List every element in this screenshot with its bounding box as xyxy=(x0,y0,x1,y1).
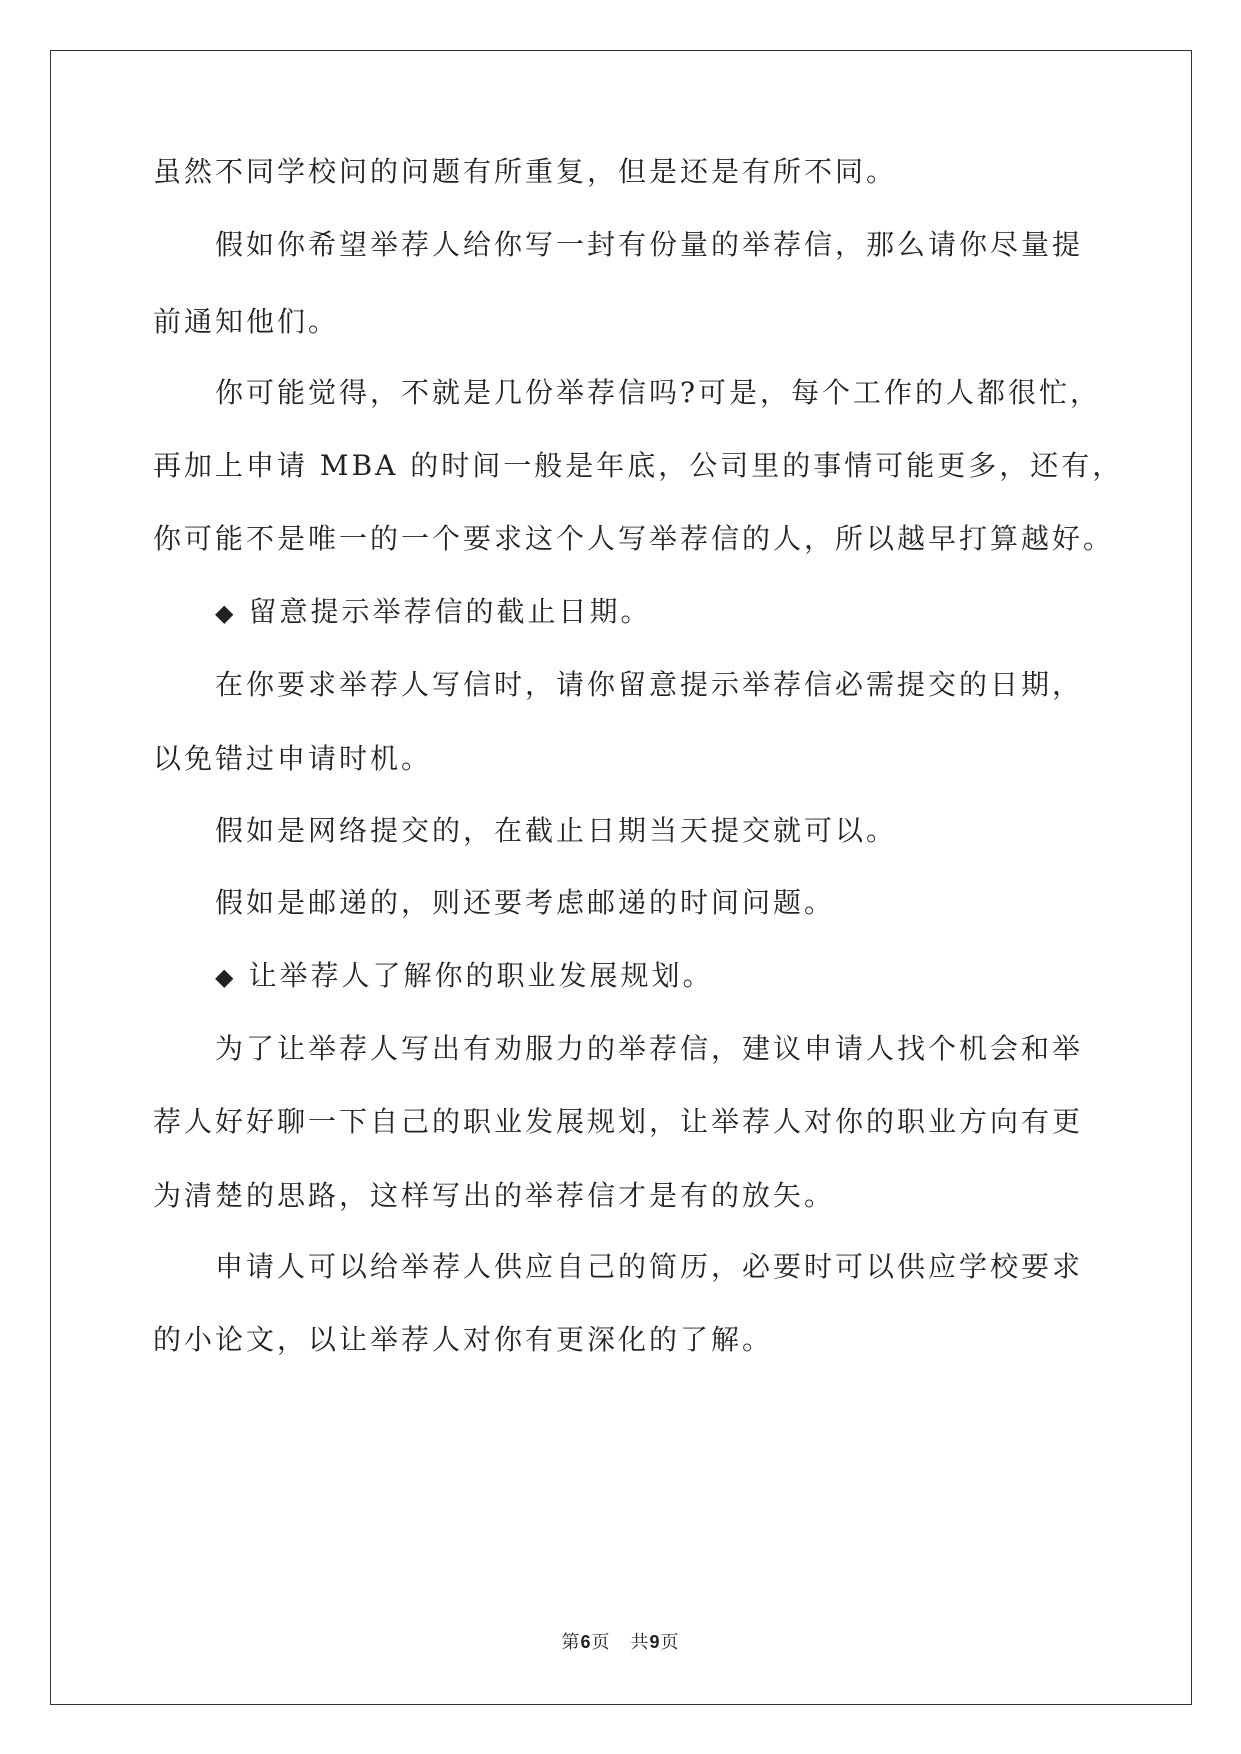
total-pages-number: 9 xyxy=(649,1632,661,1652)
current-page-number: 6 xyxy=(580,1632,592,1652)
bullet-item xyxy=(215,956,713,997)
paragraph-line: 在你要求举荐人写信时，请你留意提示举荐信必需提交的日期， xyxy=(215,668,1084,701)
diamond-bullet-icon: ◆ xyxy=(215,963,237,991)
paragraph-line: 前通知他们。 xyxy=(153,305,340,338)
diamond-bullet-icon: ◆ xyxy=(215,599,237,627)
footer-prefix: 第 xyxy=(561,1632,581,1653)
bullet-text: 留意提示举荐信的截止日期。 xyxy=(248,595,652,628)
paragraph-line: 荐人好好聊一下自己的职业发展规划，让举荐人对你的职业方向有更 xyxy=(153,1105,1084,1138)
paragraph-line: 再加上申请 MBA 的时间一般是年底，公司里的事情可能更多，还有， xyxy=(153,449,1124,482)
paragraph-line: 你可能觉得，不就是几份举荐信吗?可是，每个工作的人都很忙， xyxy=(215,376,1102,409)
bullet-text: 让举荐人了解你的职业发展规划。 xyxy=(248,959,714,992)
paragraph-line: 的小论文，以让举荐人对你有更深化的了解。 xyxy=(153,1323,774,1356)
paragraph-line: 你可能不是唯一的一个要求这个人写举荐信的人，所以越早打算越好。 xyxy=(153,522,1115,555)
paragraph-line: 为清楚的思路，这样写出的举荐信才是有的放矢。 xyxy=(153,1179,836,1212)
page-footer xyxy=(0,1628,1241,1654)
page-border xyxy=(50,50,1192,1705)
footer-total-prefix: 共 xyxy=(630,1632,650,1653)
paragraph-line: 以免错过申请时机。 xyxy=(153,742,433,775)
paragraph-line: 假如你希望举荐人给你写一封有份量的举荐信，那么请你尽量提 xyxy=(215,228,1084,261)
footer-total-unit: 页 xyxy=(660,1632,680,1653)
paragraph-line: 假如是邮递的，则还要考虑邮递的时间问题。 xyxy=(215,886,836,919)
paragraph-line: 虽然不同学校问的问题有所重复，但是还是有所不同。 xyxy=(153,155,898,188)
footer-page-unit: 页 xyxy=(591,1632,611,1653)
bullet-item xyxy=(215,592,651,633)
paragraph-line: 申请人可以给举荐人供应自己的简历，必要时可以供应学校要求 xyxy=(215,1250,1084,1283)
paragraph-line: 假如是网络提交的，在截止日期当天提交就可以。 xyxy=(215,814,898,847)
paragraph-line: 为了让举荐人写出有劝服力的举荐信，建议申请人找个机会和举 xyxy=(215,1032,1084,1065)
